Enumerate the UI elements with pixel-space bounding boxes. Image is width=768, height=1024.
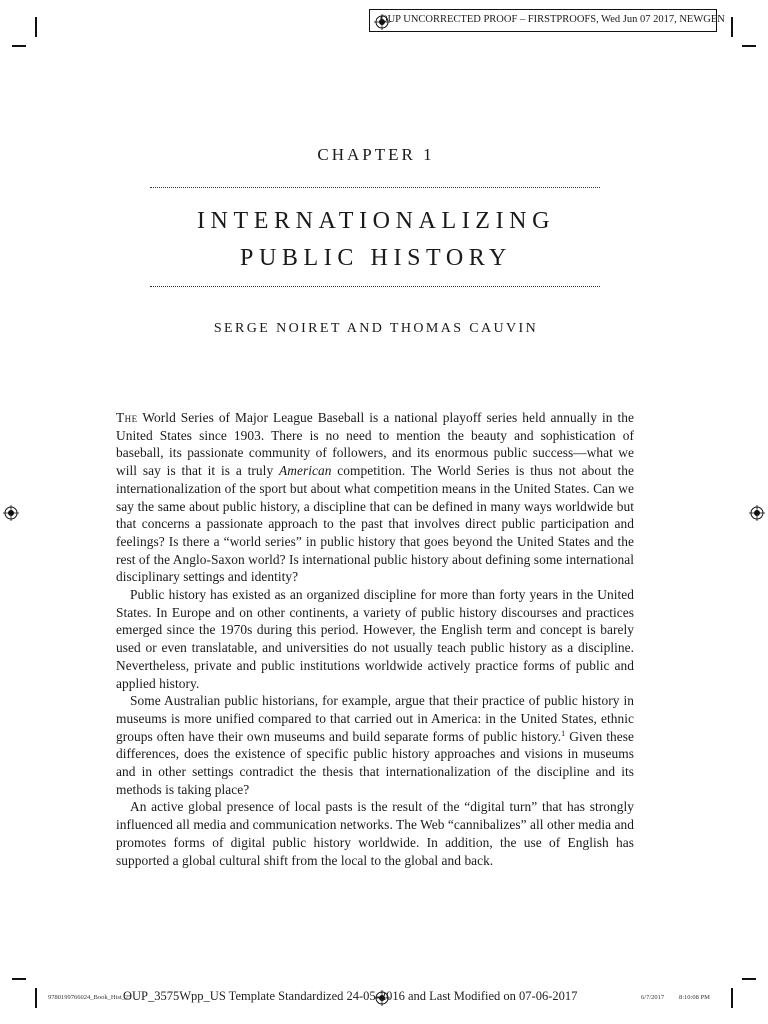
paragraph-3-text-a: Some Australian public historians, for example, argue that their practice of public history in museums is more unified compared to that carried out in America: in the United States, ethnic groups often have their own museums and build separate forms of public history. [116,693,634,744]
footer-slug [0,988,768,1008]
paragraph-1-italic: American [279,463,332,479]
footer-time: 8:10:08 PM [679,994,710,1001]
footnote-reference[interactable]: 1 [561,728,566,738]
registration-mark-right-icon [749,505,765,521]
footer-file-name: 9780199766024_Book_Hist_25 [48,994,132,1001]
footer-date: 6/7/2017 [641,994,665,1001]
top-dotted-rule [150,187,600,188]
crop-mark-top-right [731,17,733,37]
footer-template-info: OUP_3575Wpp_US Template Standardized 24-05-2016 and Last Modified on 07-06-2017 [123,989,578,1003]
paragraph-1-lead: The [116,410,138,425]
crop-mark-top-right-horizontal [742,45,756,47]
paragraph-1 [116,409,634,586]
proof-notice-text: OUP UNCORRECTED PROOF – FIRSTPROOFS, Wed Jun 07 2017, NEWGEN [380,14,725,25]
chapter-title-line-2: PUBLIC HISTORY [240,245,512,271]
paragraph-1-text-b: competition. The World Series is thus not about the internationalization of the sport but about what competition means in the United States. Can we say the same about public history, a discipline that can be defined in many ways worldwide but that concerns a passionate approach to the past that involves direct public participation and feelings? Is there a “world series” in public history that goes beyond the United States and the rest of the Anglo-Saxon world? Is international public history about defining some international disciplinary settings and identity? [116,463,634,585]
paragraph-2: Public history has existed as an organized discipline for more than forty years in the United States. In Europe and on other continents, a variety of public history discourses and practices emerged since the 1970s during this period. However, the English term and concept is barely used or even translatable, and universities do not usually teach public history as a discipline. Nevertheless, private and public institutions worldwide actively practice forms of public and applied history. [116,587,634,691]
chapter-authors: SERGE NOIRET AND THOMAS CAUVIN [213,321,539,336]
crop-mark-top-left [35,17,37,37]
crop-mark-bottom-right-horizontal [742,978,756,980]
bottom-dotted-rule [150,286,600,287]
crop-mark-top-left-horizontal [12,45,26,47]
paragraph-4: An active global presence of local pasts is the result of the “digital turn” that has strongly influenced all media and communication networks. The Web “cannibalizes” all other media and promotes forms of digital public history worldwide. In addition, the use of English has supported a global cultural shift from the local to the global and back. [116,799,634,868]
proof-notice-box [369,9,725,32]
paragraph-3-text-b: Given these differences, does the existence of specific public history approaches and visions in museums and in other settings contradict the thesis that internationalization of the discipline and its methods is taking place? [116,728,634,797]
body-text [116,409,634,869]
paragraph-1-text-a: World Series of Major League Baseball is a national playoff series held annually in the United States since 1903. There is no need to mention the beauty and sophistication of baseball, its passionate community of followers, and its enormous public success—what we will say is that it is a truly [116,410,634,479]
paragraph-3 [116,692,634,798]
crop-mark-bottom-left-horizontal [12,978,26,980]
chapter-label: CHAPTER 1 [317,145,435,164]
chapter-title-line-1: INTERNATIONALIZING [196,208,556,234]
registration-mark-left-icon [3,505,19,521]
